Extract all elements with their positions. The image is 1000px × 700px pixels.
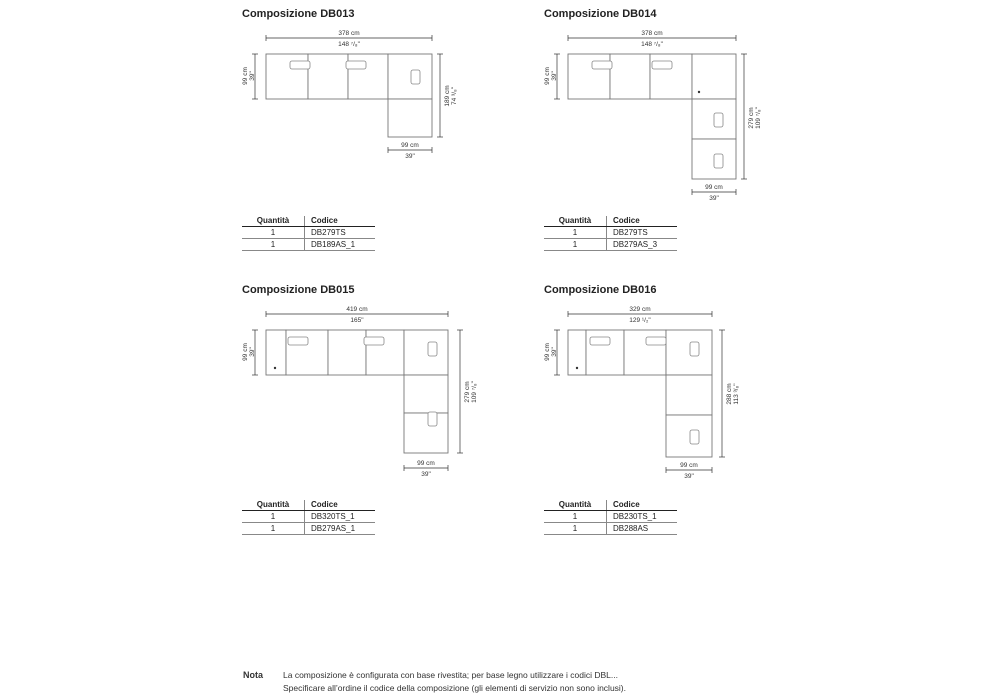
cushion bbox=[592, 61, 612, 69]
sofa-module bbox=[388, 54, 432, 99]
depth-cm-label: 99 cm bbox=[242, 343, 249, 361]
bottom-in-label: 39" bbox=[709, 195, 719, 202]
note-label: Nota bbox=[243, 670, 263, 680]
floor-plan-drawing bbox=[242, 304, 482, 494]
table-row: 1 DB279TS bbox=[544, 227, 677, 239]
width-cm-label: 378 cm bbox=[641, 30, 663, 37]
cushion bbox=[411, 70, 420, 84]
cushion bbox=[590, 337, 610, 345]
depth-in-label: 39" bbox=[249, 347, 256, 357]
depth-in-label: 39" bbox=[551, 71, 558, 81]
width-cm-label: 378 cm bbox=[338, 30, 360, 37]
bottom-cm-label: 99 cm bbox=[401, 142, 419, 149]
composition-db014 bbox=[544, 8, 864, 273]
code-table: Quantità Codice 1 DB230TS_1 1 DB288AS bbox=[544, 500, 677, 535]
height-cm-label: 288 cm bbox=[726, 383, 733, 405]
code-table: Quantità Codice 1 DB279TS 1 DB279AS_3 bbox=[544, 216, 677, 251]
width-in-label: 148 ⁷/₈" bbox=[338, 41, 360, 48]
code-table: Quantità Codice 1 DB320TS_1 1 DB279AS_1 bbox=[242, 500, 375, 535]
height-cm-label: 279 cm bbox=[464, 381, 471, 403]
cushion bbox=[288, 337, 308, 345]
width-in-label: 129 ¹/₂" bbox=[629, 317, 651, 324]
width-in-label: 165" bbox=[350, 317, 364, 324]
cushion bbox=[428, 342, 437, 356]
floor-plan-drawing bbox=[242, 28, 472, 168]
note-line-2: Specificare all’ordine il codice della composizione (gli elementi di servizio non sono inclusi). bbox=[283, 683, 627, 693]
cushion bbox=[646, 337, 666, 345]
table-row: 1 DB279AS_1 bbox=[242, 523, 375, 535]
width-in-label: 148 ⁷/₈" bbox=[641, 41, 663, 48]
code-table bbox=[242, 216, 375, 251]
width-cm-label: 329 cm bbox=[629, 306, 651, 313]
composition-title: Composizione DB016 bbox=[544, 284, 657, 296]
floor-plan-drawing bbox=[544, 28, 774, 218]
composition-db013 bbox=[242, 8, 562, 273]
composition-db015 bbox=[242, 284, 562, 549]
bottom-cm-label: 99 cm bbox=[705, 184, 723, 191]
composition-title: Composizione DB014 bbox=[544, 8, 657, 20]
table-row: 1 DB189AS_1 bbox=[242, 239, 375, 251]
depth-cm-label: 99 cm bbox=[242, 67, 249, 85]
cushion bbox=[714, 154, 723, 168]
cushion bbox=[652, 61, 672, 69]
composition-db016 bbox=[544, 284, 864, 549]
cushion bbox=[690, 342, 699, 356]
height-in-label: 109 ⁷/₈" bbox=[471, 381, 478, 403]
height-cm-label: 189 cm bbox=[444, 85, 451, 107]
depth-cm-label: 99 cm bbox=[544, 67, 551, 85]
cushion bbox=[346, 61, 366, 69]
cushion bbox=[690, 430, 699, 444]
sofa-chaise-module bbox=[388, 99, 432, 137]
sofa-module bbox=[308, 54, 348, 99]
table-row: 1 DB279AS_3 bbox=[544, 239, 677, 251]
bottom-in-label: 39" bbox=[684, 473, 694, 480]
bottom-in-label: 39" bbox=[421, 471, 431, 478]
table-row: 1 DB288AS bbox=[544, 523, 677, 535]
width-cm-label: 419 cm bbox=[346, 306, 368, 313]
cushion bbox=[364, 337, 384, 345]
depth-in-label: 39" bbox=[249, 71, 256, 81]
bottom-cm-label: 99 cm bbox=[417, 460, 435, 467]
cushion bbox=[290, 61, 310, 69]
code-header: Codice bbox=[305, 216, 376, 227]
table-row: 1 DB320TS_1 bbox=[242, 511, 375, 523]
cushion bbox=[428, 412, 437, 426]
depth-cm-label: 99 cm bbox=[544, 343, 551, 361]
height-in-label: 109 ⁷/₈" bbox=[755, 107, 762, 129]
cushion bbox=[714, 113, 723, 127]
note-line-1: La composizione è configurata con base rivestita; per base legno utilizzare i codici DBL... bbox=[283, 670, 618, 680]
bottom-cm-label: 99 cm bbox=[680, 462, 698, 469]
table-row: 1 DB230TS_1 bbox=[544, 511, 677, 523]
composition-title: Composizione DB013 bbox=[242, 8, 355, 20]
bottom-in-label: 39" bbox=[405, 153, 415, 160]
composition-title: Composizione DB015 bbox=[242, 284, 355, 296]
qty-header: Quantità bbox=[242, 216, 305, 227]
table-row: 1 DB279TS bbox=[242, 227, 375, 239]
floor-plan-drawing bbox=[544, 304, 784, 494]
depth-in-label: 39" bbox=[551, 347, 558, 357]
height-cm-label: 279 cm bbox=[748, 107, 755, 129]
height-in-label: 74 ³/₈" bbox=[451, 86, 458, 106]
height-in-label: 113 ³/₈" bbox=[733, 383, 740, 405]
